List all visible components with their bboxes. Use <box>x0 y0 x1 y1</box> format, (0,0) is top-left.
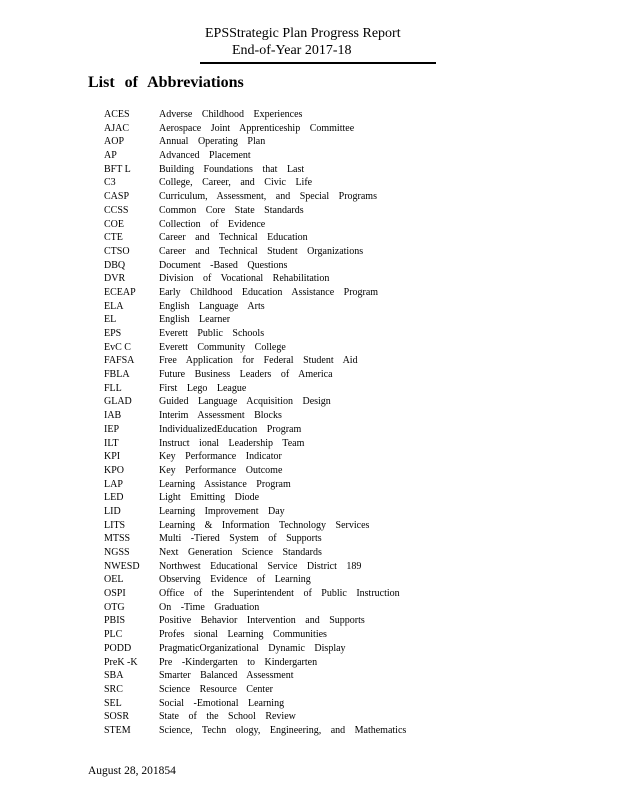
abbreviation-definition: Annual Operating Plan <box>159 136 266 148</box>
abbreviation-term: KPI <box>104 451 121 463</box>
list-item <box>104 368 504 382</box>
header-rule <box>200 62 436 64</box>
abbreviation-term: FLL <box>104 382 122 394</box>
abbreviation-term: EPS <box>104 328 122 339</box>
abbreviation-term: PODD <box>104 642 132 654</box>
abbreviation-term: COE <box>104 218 124 230</box>
list-item <box>104 587 504 601</box>
abbreviation-term: SBA <box>104 670 124 682</box>
abbreviation-term: SRC <box>104 683 123 695</box>
list-item <box>104 395 504 409</box>
list-item <box>104 108 504 122</box>
abbreviation-definition: Science Resource Center <box>159 683 273 695</box>
abbreviation-term: AOP <box>104 136 125 148</box>
abbreviation-term: DVR <box>104 273 126 285</box>
abbreviation-definition: Curriculum, Assessment, and Special Programs <box>159 191 377 203</box>
footer-date-page: August 28, 201854 <box>88 765 176 777</box>
abbreviation-definition: Adverse Childhood Experiences <box>159 109 303 120</box>
abbreviation-definition: Building Foundations that Last <box>159 163 305 175</box>
list-item <box>104 450 504 464</box>
list-item <box>104 176 504 190</box>
abbreviation-definition: Office of the Superintendent of Public Instruction <box>159 588 400 600</box>
abbreviation-definition: Division of Vocational Rehabilitation <box>159 273 330 285</box>
abbreviation-definition: PragmaticOrganizational Dynamic Display <box>159 642 346 654</box>
abbreviation-definition: Learning Assistance Program <box>159 478 291 490</box>
abbreviation-definition: Profes sional Learning Communities <box>159 629 327 641</box>
abbreviation-definition: Career and Technical Student Organizations <box>159 245 364 257</box>
list-item <box>104 683 504 697</box>
abbreviation-definition: Document -Based Questions <box>159 259 288 271</box>
list-item <box>104 628 504 642</box>
abbreviation-term: CCSS <box>104 204 129 216</box>
abbreviation-definition: Key Performance Indicator <box>159 451 282 463</box>
list-item <box>104 423 504 437</box>
abbreviation-term: LITS <box>104 519 126 531</box>
abbreviation-definition: Pre -Kindergarten to Kindergarten <box>159 656 318 668</box>
list-item <box>104 231 504 245</box>
list-item <box>104 532 504 546</box>
abbreviation-term: FAFSA <box>104 355 135 367</box>
list-item <box>104 286 504 300</box>
list-item <box>104 573 504 587</box>
list-item <box>104 601 504 615</box>
list-item <box>104 313 504 327</box>
abbreviation-definition: Light Emitting Diode <box>159 492 260 504</box>
abbreviation-definition: Smarter Balanced Assessment <box>159 670 294 682</box>
list-item <box>104 272 504 286</box>
abbreviation-definition: Free Application for Federal Student Aid <box>159 355 358 367</box>
list-item <box>104 149 504 163</box>
list-item <box>104 354 504 368</box>
list-item <box>104 382 504 396</box>
list-item <box>104 259 504 273</box>
abbreviation-term: KPO <box>104 464 125 476</box>
abbreviation-term: NWESD <box>104 560 140 572</box>
list-item <box>104 409 504 423</box>
abbreviation-definition: Career and Technical Education <box>159 232 308 244</box>
abbreviation-term: SOSR <box>104 711 130 723</box>
abbreviation-definition: Advanced Placement <box>159 150 251 162</box>
abbreviation-term: IEP <box>104 423 119 435</box>
list-item <box>104 614 504 628</box>
report-title: EPSStrategic Plan Progress Report <box>205 26 401 41</box>
abbreviation-term: EvC C <box>104 341 131 353</box>
abbreviation-definition: College, Career, and Civic Life <box>159 177 313 189</box>
abbreviation-term: C3 <box>104 177 116 189</box>
abbreviation-term: LAP <box>104 478 123 490</box>
abbreviation-definition: Everett Public Schools <box>159 328 265 339</box>
list-item <box>104 190 504 204</box>
abbreviation-term: PreK -K <box>104 656 138 668</box>
abbreviation-definition: On -Time Graduation <box>159 601 260 613</box>
list-item <box>104 642 504 656</box>
list-item <box>104 327 504 341</box>
abbreviation-term: EL <box>104 314 117 326</box>
list-item <box>104 478 504 492</box>
abbreviation-term: LED <box>104 492 124 504</box>
abbreviation-definition: Everett Community College <box>159 341 286 353</box>
abbreviation-term: PLC <box>104 629 123 641</box>
abbreviation-term: OEL <box>104 574 124 586</box>
abbreviation-definition: Social -Emotional Learning <box>159 697 285 709</box>
abbreviation-term: NGSS <box>104 547 130 558</box>
abbreviation-definition: Aerospace Joint Apprenticeship Committee <box>159 122 355 134</box>
section-title: List of Abbreviations <box>88 74 244 91</box>
abbreviation-definition: State of the School Review <box>159 711 296 723</box>
abbreviation-definition: Science, Techn ology, Engineering, and Mathematics <box>159 724 407 736</box>
abbreviation-term: MTSS <box>104 533 131 545</box>
abbreviation-term: ILT <box>104 437 119 449</box>
abbreviation-definition: Collection of Evidence <box>159 218 266 230</box>
list-item <box>104 546 504 560</box>
abbreviation-term: ACES <box>104 109 130 120</box>
list-item <box>104 341 504 355</box>
abbreviation-definition: English Language Arts <box>159 300 265 312</box>
list-item <box>104 218 504 232</box>
abbreviation-list <box>104 108 504 738</box>
abbreviation-definition: Interim Assessment Blocks <box>159 410 282 422</box>
abbreviation-definition: Early Childhood Education Assistance Program <box>159 286 379 298</box>
abbreviation-term: BFT L <box>104 163 131 175</box>
abbreviation-term: SEL <box>104 697 122 709</box>
abbreviation-definition: Key Performance Outcome <box>159 464 283 476</box>
list-item <box>104 669 504 683</box>
abbreviation-term: GLAD <box>104 396 132 408</box>
list-item <box>104 135 504 149</box>
list-item <box>104 710 504 724</box>
list-item <box>104 204 504 218</box>
abbreviation-term: AJAC <box>104 122 130 134</box>
abbreviation-definition: Multi -Tiered System of Supports <box>159 533 322 545</box>
abbreviation-definition: IndividualizedEducation Program <box>159 423 302 435</box>
list-item <box>104 560 504 574</box>
abbreviation-definition: Positive Behavior Intervention and Supports <box>159 615 365 627</box>
list-item <box>104 491 504 505</box>
list-item <box>104 724 504 738</box>
abbreviation-term: CASP <box>104 191 130 203</box>
list-item <box>104 300 504 314</box>
abbreviation-definition: Learning & Information Technology Services <box>159 519 370 531</box>
abbreviation-definition: Instruct ional Leadership Team <box>159 437 305 449</box>
abbreviation-term: LID <box>104 505 121 517</box>
abbreviation-term: ECEAP <box>104 286 136 298</box>
list-item <box>104 437 504 451</box>
abbreviation-definition: Common Core State Standards <box>159 204 304 216</box>
list-item <box>104 464 504 478</box>
list-item <box>104 163 504 177</box>
abbreviation-definition: Learning Improvement Day <box>159 505 285 517</box>
abbreviation-term: CTE <box>104 232 123 244</box>
abbreviation-definition: Northwest Educational Service District 189 <box>159 560 362 572</box>
abbreviation-definition: Next Generation Science Standards <box>159 547 322 558</box>
list-item <box>104 697 504 711</box>
list-item <box>104 122 504 136</box>
abbreviation-term: STEM <box>104 724 131 736</box>
abbreviation-term: FBLA <box>104 369 130 381</box>
abbreviation-term: ELA <box>104 300 124 312</box>
list-item <box>104 519 504 533</box>
abbreviation-term: OTG <box>104 601 125 613</box>
abbreviation-term: PBIS <box>104 615 126 627</box>
abbreviation-term: OSPI <box>104 588 126 600</box>
abbreviation-definition: Future Business Leaders of America <box>159 369 333 381</box>
abbreviation-term: DBQ <box>104 259 126 271</box>
abbreviation-definition: English Learner <box>159 314 231 326</box>
abbreviation-term: IAB <box>104 410 122 422</box>
abbreviation-term: AP <box>104 150 117 162</box>
list-item <box>104 245 504 259</box>
abbreviation-definition: Observing Evidence of Learning <box>159 574 311 586</box>
report-subtitle: End-of-Year 2017-18 <box>232 43 352 58</box>
abbreviation-term: CTSO <box>104 245 130 257</box>
abbreviation-definition: Guided Language Acquisition Design <box>159 396 331 408</box>
abbreviation-definition: First Lego League <box>159 382 247 394</box>
list-item <box>104 505 504 519</box>
list-item <box>104 656 504 670</box>
